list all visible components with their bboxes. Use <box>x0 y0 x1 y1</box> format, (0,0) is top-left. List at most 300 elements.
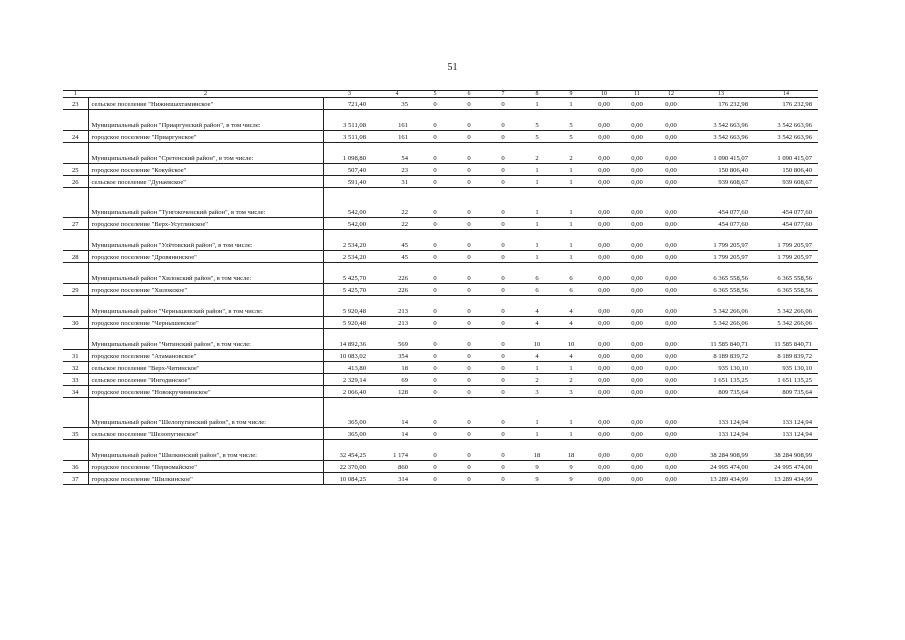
total-cell: 1 799 205,97 <box>754 251 818 263</box>
total-cell: 38 284 908,99 <box>688 440 754 461</box>
count-cell: 9 <box>554 461 588 473</box>
value-cell: 0,00 <box>588 218 620 230</box>
total-cell: 454 077,60 <box>688 218 754 230</box>
row-number-cell: 30 <box>63 317 88 329</box>
count-cell: 1 <box>520 176 554 188</box>
count-cell: 0 <box>486 329 520 350</box>
value-cell: 0,00 <box>620 374 654 386</box>
row-name-cell: Муниципальный район "Тунгокоченский район", в том числе: <box>88 188 323 218</box>
row-number-cell <box>63 263 88 284</box>
count-cell: 0 <box>452 251 486 263</box>
count-cell: 1 <box>520 98 554 110</box>
count-cell: 1 <box>554 176 588 188</box>
count-cell: 4 <box>520 350 554 362</box>
count-cell: 0 <box>486 350 520 362</box>
area-cell: 5 920,48 <box>323 296 376 317</box>
count-cell: 6 <box>554 263 588 284</box>
area-cell: 591,40 <box>323 176 376 188</box>
people-cell: 314 <box>376 473 418 485</box>
table-row <box>63 176 818 188</box>
header-cell: 13 <box>688 91 754 98</box>
area-cell: 365,00 <box>323 398 376 428</box>
value-cell: 0,00 <box>654 362 688 374</box>
value-cell: 0,00 <box>588 251 620 263</box>
row-name-cell: городское поселение "Шилкинское" <box>88 473 323 485</box>
count-cell: 4 <box>554 296 588 317</box>
total-cell: 1 799 205,97 <box>688 230 754 251</box>
total-cell: 935 130,10 <box>754 362 818 374</box>
value-cell: 0,00 <box>588 440 620 461</box>
count-cell: 1 <box>520 398 554 428</box>
people-cell: 23 <box>376 164 418 176</box>
count-cell: 0 <box>452 143 486 164</box>
row-number-cell <box>63 296 88 317</box>
table-row <box>63 461 818 473</box>
count-cell: 0 <box>418 428 452 440</box>
row-name-cell: Муниципальный район "Улётовский район", в том числе: <box>88 230 323 251</box>
count-cell: 1 <box>520 428 554 440</box>
table-body <box>63 91 818 485</box>
row-number-cell <box>63 329 88 350</box>
table-row-district <box>63 263 818 284</box>
people-cell: 128 <box>376 386 418 398</box>
people-cell: 14 <box>376 398 418 428</box>
row-name-cell: Муниципальный район "Сретенский район", в том числе: <box>88 143 323 164</box>
count-cell: 0 <box>486 131 520 143</box>
value-cell: 0,00 <box>620 398 654 428</box>
header-cell: 12 <box>654 91 688 98</box>
area-cell: 542,00 <box>323 218 376 230</box>
row-number-cell: 25 <box>63 164 88 176</box>
row-number-cell: 31 <box>63 350 88 362</box>
total-cell: 6 365 558,56 <box>688 284 754 296</box>
row-number-cell: 35 <box>63 428 88 440</box>
row-number-cell: 24 <box>63 131 88 143</box>
count-cell: 0 <box>418 386 452 398</box>
row-number-cell <box>63 143 88 164</box>
value-cell: 0,00 <box>654 317 688 329</box>
row-name-cell: городское поселение "Верх-Усуглинское" <box>88 218 323 230</box>
row-number-cell: 26 <box>63 176 88 188</box>
value-cell: 0,00 <box>654 374 688 386</box>
count-cell: 0 <box>418 461 452 473</box>
count-cell: 6 <box>520 284 554 296</box>
count-cell: 0 <box>418 350 452 362</box>
count-cell: 6 <box>520 263 554 284</box>
count-cell: 1 <box>554 428 588 440</box>
table-row <box>63 131 818 143</box>
count-cell: 0 <box>452 329 486 350</box>
value-cell: 0,00 <box>620 176 654 188</box>
count-cell: 10 <box>554 329 588 350</box>
total-cell: 1 651 135,25 <box>688 374 754 386</box>
count-cell: 0 <box>452 398 486 428</box>
value-cell: 0,00 <box>620 143 654 164</box>
count-cell: 0 <box>486 263 520 284</box>
count-cell: 0 <box>418 98 452 110</box>
people-cell: 161 <box>376 110 418 131</box>
people-cell: 354 <box>376 350 418 362</box>
area-cell: 3 511,08 <box>323 110 376 131</box>
total-cell: 24 995 474,00 <box>688 461 754 473</box>
value-cell: 0,00 <box>620 110 654 131</box>
row-name-cell: городское поселение "Новокручининское" <box>88 386 323 398</box>
count-cell: 5 <box>554 131 588 143</box>
total-cell: 133 124,94 <box>688 398 754 428</box>
people-cell: 226 <box>376 263 418 284</box>
value-cell: 0,00 <box>588 98 620 110</box>
count-cell: 0 <box>418 374 452 386</box>
data-table <box>63 90 818 485</box>
value-cell: 0,00 <box>654 428 688 440</box>
count-cell: 0 <box>486 176 520 188</box>
value-cell: 0,00 <box>654 176 688 188</box>
count-cell: 2 <box>554 143 588 164</box>
value-cell: 0,00 <box>620 329 654 350</box>
table-row-district <box>63 329 818 350</box>
count-cell: 0 <box>486 317 520 329</box>
row-number-cell <box>63 398 88 428</box>
header-cell: 4 <box>376 91 418 98</box>
row-name-cell: сельское поселение "Верх-Читинское" <box>88 362 323 374</box>
count-cell: 0 <box>486 251 520 263</box>
value-cell: 0,00 <box>620 164 654 176</box>
value-cell: 0,00 <box>654 350 688 362</box>
value-cell: 0,00 <box>620 188 654 218</box>
count-cell: 1 <box>554 251 588 263</box>
people-cell: 31 <box>376 176 418 188</box>
header-cell: 8 <box>520 91 554 98</box>
value-cell: 0,00 <box>588 164 620 176</box>
value-cell: 0,00 <box>620 440 654 461</box>
count-cell: 0 <box>452 461 486 473</box>
row-number-cell <box>63 230 88 251</box>
table-row-district <box>63 230 818 251</box>
header-cell: 3 <box>323 91 376 98</box>
count-cell: 0 <box>452 374 486 386</box>
count-cell: 0 <box>486 164 520 176</box>
table-row-district <box>63 296 818 317</box>
total-cell: 176 232,98 <box>754 98 818 110</box>
count-cell: 0 <box>452 176 486 188</box>
count-cell: 0 <box>418 284 452 296</box>
total-cell: 133 124,94 <box>754 428 818 440</box>
people-cell: 45 <box>376 251 418 263</box>
count-cell: 0 <box>486 461 520 473</box>
header-row <box>63 91 818 98</box>
total-cell: 3 542 663,96 <box>754 131 818 143</box>
people-cell: 1 174 <box>376 440 418 461</box>
row-number-cell: 34 <box>63 386 88 398</box>
row-number-cell: 23 <box>63 98 88 110</box>
value-cell: 0,00 <box>620 386 654 398</box>
value-cell: 0,00 <box>654 329 688 350</box>
count-cell: 3 <box>554 386 588 398</box>
count-cell: 0 <box>452 284 486 296</box>
value-cell: 0,00 <box>654 164 688 176</box>
area-cell: 542,00 <box>323 188 376 218</box>
row-name-cell: городское поселение "Кокуйское" <box>88 164 323 176</box>
row-name-cell: городское поселение "Приаргунское" <box>88 131 323 143</box>
row-number-cell <box>63 188 88 218</box>
table-row <box>63 317 818 329</box>
value-cell: 0,00 <box>588 473 620 485</box>
count-cell: 1 <box>554 362 588 374</box>
total-cell: 935 130,10 <box>688 362 754 374</box>
value-cell: 0,00 <box>588 386 620 398</box>
table-row-district <box>63 188 818 218</box>
area-cell: 2 534,20 <box>323 230 376 251</box>
area-cell: 5 425,70 <box>323 284 376 296</box>
people-cell: 213 <box>376 317 418 329</box>
header-cell: 14 <box>754 91 818 98</box>
count-cell: 0 <box>486 374 520 386</box>
count-cell: 0 <box>486 110 520 131</box>
count-cell: 2 <box>520 374 554 386</box>
value-cell: 0,00 <box>588 461 620 473</box>
value-cell: 0,00 <box>588 362 620 374</box>
count-cell: 3 <box>520 386 554 398</box>
area-cell: 5 920,48 <box>323 317 376 329</box>
total-cell: 5 342 266,06 <box>688 317 754 329</box>
count-cell: 2 <box>520 143 554 164</box>
header-cell: 6 <box>452 91 486 98</box>
table-row <box>63 251 818 263</box>
count-cell: 0 <box>452 164 486 176</box>
count-cell: 0 <box>452 386 486 398</box>
count-cell: 0 <box>452 131 486 143</box>
total-cell: 1 799 205,97 <box>688 251 754 263</box>
value-cell: 0,00 <box>588 263 620 284</box>
count-cell: 0 <box>486 296 520 317</box>
total-cell: 1 651 135,25 <box>754 374 818 386</box>
count-cell: 1 <box>520 218 554 230</box>
table-row <box>63 428 818 440</box>
row-number-cell: 27 <box>63 218 88 230</box>
row-name-cell: сельское поселение "Шелопугинское" <box>88 428 323 440</box>
count-cell: 1 <box>520 251 554 263</box>
total-cell: 3 542 663,96 <box>688 131 754 143</box>
header-cell: 7 <box>486 91 520 98</box>
total-cell: 939 608,67 <box>688 176 754 188</box>
people-cell: 35 <box>376 98 418 110</box>
total-cell: 150 806,40 <box>688 164 754 176</box>
count-cell: 0 <box>486 188 520 218</box>
table-row <box>63 350 818 362</box>
count-cell: 0 <box>486 440 520 461</box>
total-cell: 8 189 839,72 <box>754 350 818 362</box>
table-row-district <box>63 110 818 131</box>
count-cell: 0 <box>452 317 486 329</box>
area-cell: 10 084,25 <box>323 473 376 485</box>
count-cell: 0 <box>418 110 452 131</box>
total-cell: 454 077,60 <box>754 218 818 230</box>
count-cell: 0 <box>452 440 486 461</box>
count-cell: 0 <box>418 188 452 218</box>
value-cell: 0,00 <box>588 374 620 386</box>
value-cell: 0,00 <box>654 188 688 218</box>
value-cell: 0,00 <box>588 284 620 296</box>
count-cell: 0 <box>452 428 486 440</box>
count-cell: 18 <box>520 440 554 461</box>
count-cell: 4 <box>554 317 588 329</box>
people-cell: 22 <box>376 188 418 218</box>
row-number-cell: 36 <box>63 461 88 473</box>
count-cell: 1 <box>520 164 554 176</box>
total-cell: 6 365 558,56 <box>754 263 818 284</box>
total-cell: 454 077,60 <box>688 188 754 218</box>
total-cell: 8 189 839,72 <box>688 350 754 362</box>
value-cell: 0,00 <box>620 98 654 110</box>
row-name-cell: городское поселение "Атамановское" <box>88 350 323 362</box>
people-cell: 18 <box>376 362 418 374</box>
people-cell: 14 <box>376 428 418 440</box>
total-cell: 133 124,94 <box>688 428 754 440</box>
people-cell: 69 <box>376 374 418 386</box>
total-cell: 5 342 266,06 <box>754 317 818 329</box>
count-cell: 0 <box>418 362 452 374</box>
count-cell: 0 <box>486 230 520 251</box>
count-cell: 5 <box>554 110 588 131</box>
count-cell: 0 <box>486 386 520 398</box>
value-cell: 0,00 <box>588 143 620 164</box>
count-cell: 4 <box>520 317 554 329</box>
value-cell: 0,00 <box>654 143 688 164</box>
header-cell: 9 <box>554 91 588 98</box>
count-cell: 0 <box>418 473 452 485</box>
area-cell: 2 066,40 <box>323 386 376 398</box>
total-cell: 939 608,67 <box>754 176 818 188</box>
header-cell: 11 <box>620 91 654 98</box>
area-cell: 2 329,14 <box>323 374 376 386</box>
total-cell: 454 077,60 <box>754 188 818 218</box>
total-cell: 3 542 663,96 <box>754 110 818 131</box>
table-row <box>63 374 818 386</box>
table-row-district <box>63 440 818 461</box>
area-cell: 22 370,00 <box>323 461 376 473</box>
count-cell: 0 <box>418 218 452 230</box>
table-row <box>63 284 818 296</box>
count-cell: 9 <box>554 473 588 485</box>
value-cell: 0,00 <box>620 428 654 440</box>
count-cell: 1 <box>554 98 588 110</box>
row-number-cell: 33 <box>63 374 88 386</box>
area-cell: 365,00 <box>323 428 376 440</box>
area-cell: 10 083,02 <box>323 350 376 362</box>
total-cell: 3 542 663,96 <box>688 110 754 131</box>
row-name-cell: Муниципальный район "Шелопугинский район", в том числе: <box>88 398 323 428</box>
count-cell: 0 <box>486 362 520 374</box>
value-cell: 0,00 <box>588 131 620 143</box>
value-cell: 0,00 <box>588 230 620 251</box>
count-cell: 4 <box>554 350 588 362</box>
value-cell: 0,00 <box>620 251 654 263</box>
row-number-cell <box>63 440 88 461</box>
table-row <box>63 473 818 485</box>
area-cell: 413,80 <box>323 362 376 374</box>
value-cell: 0,00 <box>620 362 654 374</box>
people-cell: 54 <box>376 143 418 164</box>
value-cell: 0,00 <box>654 398 688 428</box>
area-cell: 721,40 <box>323 98 376 110</box>
page-number: 51 <box>447 62 458 73</box>
count-cell: 0 <box>452 263 486 284</box>
count-cell: 1 <box>554 164 588 176</box>
area-cell: 1 098,80 <box>323 143 376 164</box>
count-cell: 0 <box>452 296 486 317</box>
count-cell: 1 <box>520 362 554 374</box>
count-cell: 0 <box>418 329 452 350</box>
count-cell: 0 <box>418 251 452 263</box>
count-cell: 0 <box>418 398 452 428</box>
value-cell: 0,00 <box>588 398 620 428</box>
count-cell: 2 <box>554 374 588 386</box>
area-cell: 32 454,25 <box>323 440 376 461</box>
area-cell: 5 425,70 <box>323 263 376 284</box>
people-cell: 45 <box>376 230 418 251</box>
count-cell: 0 <box>452 230 486 251</box>
row-name-cell: сельское поселение "Ингодинское" <box>88 374 323 386</box>
count-cell: 0 <box>418 263 452 284</box>
table-row <box>63 98 818 110</box>
count-cell: 0 <box>486 284 520 296</box>
count-cell: 1 <box>520 188 554 218</box>
count-cell: 0 <box>452 473 486 485</box>
people-cell: 161 <box>376 131 418 143</box>
total-cell: 11 585 840,71 <box>754 329 818 350</box>
count-cell: 9 <box>520 461 554 473</box>
count-cell: 0 <box>452 218 486 230</box>
count-cell: 0 <box>486 143 520 164</box>
count-cell: 10 <box>520 329 554 350</box>
area-cell: 507,40 <box>323 164 376 176</box>
value-cell: 0,00 <box>654 461 688 473</box>
header-cell: 10 <box>588 91 620 98</box>
total-cell: 150 806,40 <box>754 164 818 176</box>
count-cell: 0 <box>452 362 486 374</box>
value-cell: 0,00 <box>654 218 688 230</box>
value-cell: 0,00 <box>620 284 654 296</box>
count-cell: 0 <box>418 164 452 176</box>
value-cell: 0,00 <box>654 440 688 461</box>
value-cell: 0,00 <box>588 350 620 362</box>
value-cell: 0,00 <box>654 473 688 485</box>
count-cell: 0 <box>452 98 486 110</box>
table-row <box>63 386 818 398</box>
count-cell: 0 <box>452 350 486 362</box>
total-cell: 5 342 266,06 <box>754 296 818 317</box>
value-cell: 0,00 <box>620 230 654 251</box>
count-cell: 1 <box>554 218 588 230</box>
row-name-cell: Муниципальный район "Приаргунский район", в том числе: <box>88 110 323 131</box>
count-cell: 0 <box>452 110 486 131</box>
row-name-cell: городское поселение "Дровянинское" <box>88 251 323 263</box>
table-row-district <box>63 143 818 164</box>
count-cell: 0 <box>418 131 452 143</box>
people-cell: 22 <box>376 218 418 230</box>
people-cell: 226 <box>376 284 418 296</box>
total-cell: 5 342 266,06 <box>688 296 754 317</box>
count-cell: 0 <box>418 317 452 329</box>
table-row <box>63 218 818 230</box>
total-cell: 38 284 908,99 <box>754 440 818 461</box>
count-cell: 0 <box>418 176 452 188</box>
value-cell: 0,00 <box>654 386 688 398</box>
total-cell: 13 289 434,99 <box>688 473 754 485</box>
area-cell: 14 892,36 <box>323 329 376 350</box>
count-cell: 0 <box>418 230 452 251</box>
total-cell: 1 090 415,07 <box>688 143 754 164</box>
